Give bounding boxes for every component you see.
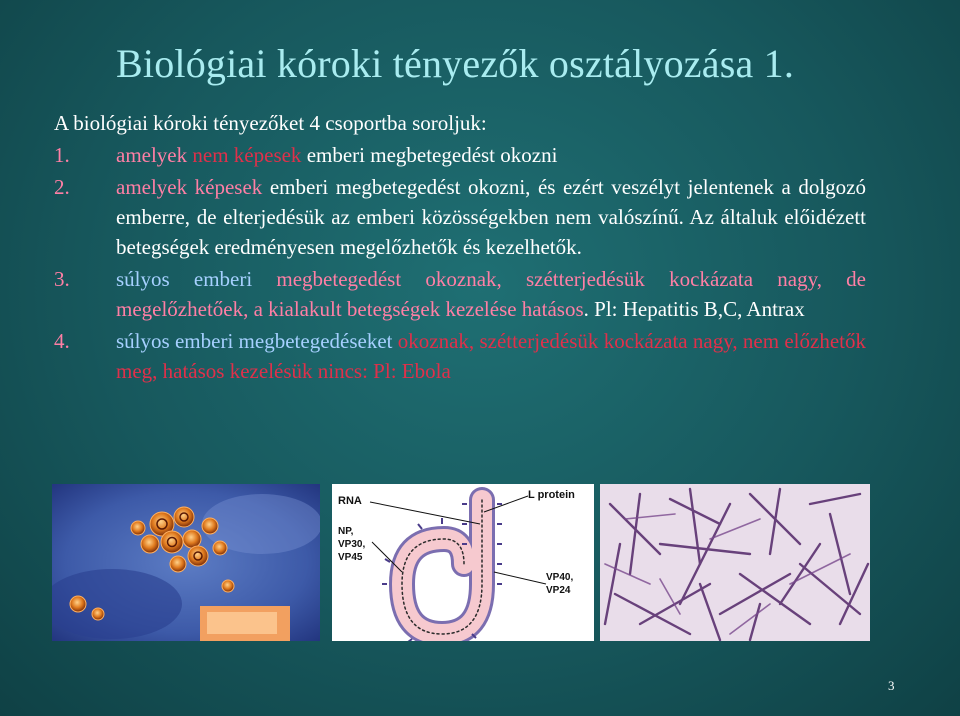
intro-text: A biológiai kóroki tényezőket 4 csoportba soroljuk: — [54, 111, 487, 135]
label-vp40: VP40, — [546, 572, 574, 583]
item-highlight: súlyos emberi megbetegedéseket — [116, 329, 393, 353]
label-vp45: VP45 — [338, 552, 363, 563]
label-vp30: VP30, — [338, 539, 366, 550]
page-number: 3 — [888, 678, 895, 693]
slide-title: Biológiai kóroki tényezők osztályozása 1. — [116, 41, 795, 86]
label-l-protein: L protein — [528, 489, 575, 501]
item-text: okoznak, szétterjedésük kockázata nagy, nem előzhetők meg, hatásos kezelésük nincs: Pl: Ebola — [116, 329, 866, 383]
item-number: 2. — [54, 175, 70, 199]
list-item-1 — [54, 140, 866, 170]
item-text: amelyek — [116, 143, 193, 167]
item-text: . Pl: Hepatitis B,C, Antrax — [583, 297, 805, 321]
slide-body — [54, 108, 866, 386]
item-number: 1. — [54, 143, 70, 167]
item-text: emberi megbetegedést okozni — [301, 143, 558, 167]
virus-micrograph-image — [52, 484, 320, 641]
ebola-diagram-image — [332, 484, 594, 641]
label-np: NP, — [338, 526, 354, 537]
item-number: 3. — [54, 267, 70, 291]
label-rna: RNA — [338, 495, 362, 507]
list-item-3 — [54, 264, 866, 324]
item-highlight: súlyos emberi — [116, 267, 253, 291]
list-item-4 — [54, 326, 866, 386]
item-highlight: amelyek képesek — [116, 175, 263, 199]
list-item-2 — [54, 172, 866, 262]
item-number: 4. — [54, 329, 70, 353]
image-strip — [52, 484, 870, 641]
label-vp24: VP24 — [546, 585, 571, 596]
item-text: megbetegedést okoznak, szétterjedésük kockázata nagy, de megelőzhetőek, a kialakult betegségek kezelése hatásos — [116, 267, 866, 321]
item-text: emberi megbetegedést okozni, és ezért veszélyt jelentenek a dolgozó emberre, de elterjedésük az emberi közösségekben nem valószínű. Az általuk előidézett betegségek eredményesen megelőzhetők és kezelhetők. — [116, 175, 866, 259]
item-highlight: nem képesek — [192, 143, 302, 167]
bacteria-micrograph-image — [600, 484, 870, 641]
